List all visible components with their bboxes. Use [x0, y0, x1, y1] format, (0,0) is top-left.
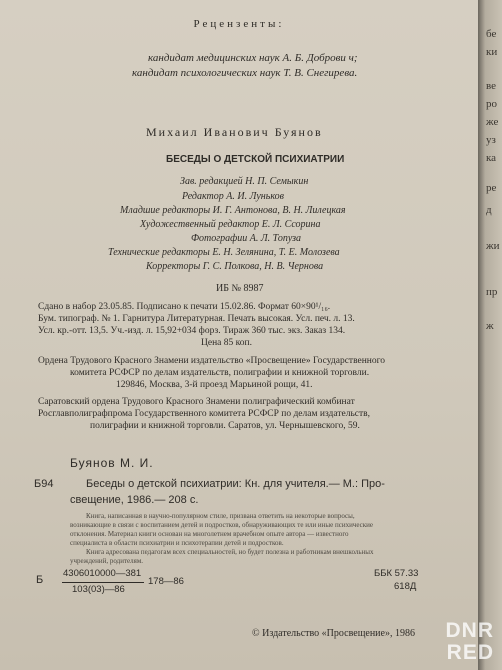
credit-line: Технические редакторы Е. Н. Зелянина, Т. Е. Молозева: [108, 247, 340, 258]
edge-fragment: пр: [486, 286, 498, 298]
author-name: Михаил Иванович Буянов: [146, 125, 323, 139]
publisher-line: комитета РСФСР по делам издательств, полиграфии и книжной торговли.: [70, 368, 370, 378]
catalog-description: свещение, 1986.— 208 с.: [70, 494, 199, 506]
ib-number: ИБ № 8987: [216, 283, 264, 294]
book-title: БЕСЕДЫ О ДЕТСКОЙ ПСИХИАТРИИ: [166, 154, 345, 165]
reviewer-line-2: кандидат психологических наук Т. В. Снегирева.: [132, 67, 358, 79]
copyright: © Издательство «Просвещение», 1986: [252, 628, 415, 639]
catalog-b-letter: Б: [36, 574, 44, 586]
catalog-code-top: 4306010000—381: [63, 568, 142, 579]
catalog-author: Буянов М. И.: [70, 456, 154, 470]
watermark-line: DNR: [445, 619, 494, 642]
imprint-line: Сдано в набор 23.05.85. Подписано к печати 15.02.86. Формат 60×90¹/₁₆.: [38, 302, 331, 312]
credit-line: Зав. редакцией Н. П. Семыкин: [180, 176, 309, 187]
bbk-code-2: 618Д: [394, 581, 417, 592]
printer-line: Саратовский ордена Трудового Красного Знамени полиграфический комбинат: [38, 397, 355, 407]
annotation-line: учреждений, родителям.: [70, 557, 144, 565]
credit-line: Редактор А. И. Луньков: [182, 191, 284, 202]
credit-line: Младшие редакторы И. Г. Антонова, В. Н. Лилецкая: [120, 205, 346, 216]
reviewers-heading: Рецензенты:: [193, 18, 285, 30]
annotation-line: специалиста в области психиатрии и психотерапии детей и подростков.: [70, 539, 284, 547]
credit-line: Корректоры Г. С. Полкова, Н. В. Чернова: [146, 261, 324, 272]
edge-fragment: ка: [486, 152, 497, 164]
edge-fragment: ре: [486, 182, 497, 194]
annotation-line: отклонения. Материал книги основан на многолетнем врачебном опыте автора — известного: [70, 530, 349, 538]
publisher-line: Ордена Трудового Красного Знамени издательство «Просвещение» Государственного: [38, 356, 386, 366]
edge-fragment: ж: [486, 320, 494, 332]
fraction-line: [62, 582, 144, 583]
imprint-line: Бум. типограф. № 1. Гарнитура Литературная. Печать высокая. Усл. печ. л. 13.: [38, 314, 355, 324]
adjacent-page-edge: [478, 0, 502, 670]
edge-fragment: уз: [486, 134, 496, 146]
edge-fragment: ве: [486, 80, 497, 92]
edge-fragment: ки: [486, 46, 498, 58]
annotation-line: Книга адресована педагогам всех специальностей, но будет полезна и работникам внешкольных: [86, 548, 374, 556]
price: Цена 85 коп.: [201, 338, 252, 348]
edge-fragment: же: [486, 116, 499, 128]
bbk-code: ББК 57.33: [374, 568, 419, 579]
printer-line: Росглавполиграфпрома Государственного комитета РСФСР по делам издательств,: [38, 409, 371, 419]
publisher-line: 129846, Москва, 3-й проезд Марьиной рощи, 41.: [116, 380, 313, 390]
annotation-line: возникающие в связи с воспитанием детей и подростков, обнаруживающих те или иные психические: [70, 521, 373, 529]
imprint-line: Усл. кр.-отт. 13,5. Уч.-изд. л. 15,92+034 форз. Тираж 360 тыс. экз. Заказ 134.: [38, 326, 346, 336]
catalog-code-side: 178—86: [148, 576, 184, 587]
annotation-line: Книга, написанная в научно-популярном стиле, призвана ответить на некоторые вопросы,: [86, 512, 355, 520]
watermark-logo: [410, 620, 494, 666]
edge-fragment: жи: [486, 240, 500, 252]
credit-line: Художественный редактор Е. Л. Ссорина: [140, 219, 321, 230]
catalog-code-bottom: 103(03)—86: [72, 584, 125, 595]
edge-fragment: ро: [486, 98, 497, 110]
reviewer-line-1: кандидат медицинских наук А. Б. Доброви ч;: [148, 52, 358, 64]
catalog-description: Беседы о детской психиатрии: Кн. для учителя.— М.: Про-: [86, 478, 385, 490]
edge-fragment: бе: [486, 28, 497, 40]
watermark-line: RED: [446, 641, 494, 664]
edge-fragment: д: [486, 204, 492, 216]
printer-line: полиграфии и книжной торговли. Саратов, ул. Чернышевского, 59.: [90, 421, 360, 431]
credit-line: Фотографии А. Л. Топуза: [191, 233, 302, 244]
catalog-code: Б94: [34, 478, 54, 490]
